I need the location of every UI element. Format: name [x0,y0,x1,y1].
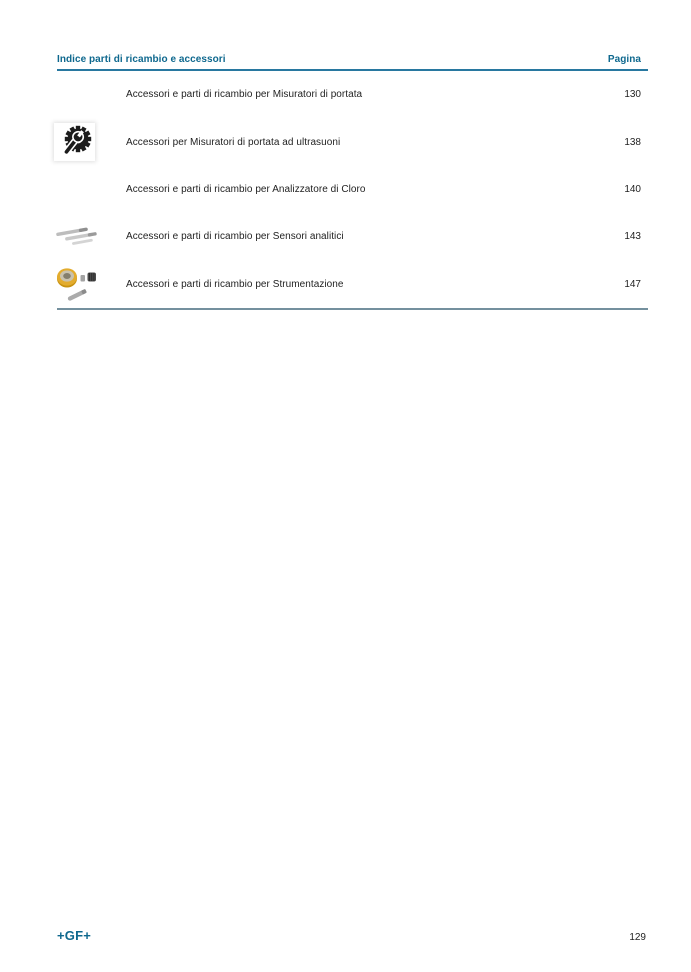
row-page-number: 140 [624,183,641,195]
index-header [57,54,641,65]
list-item [57,118,641,165]
bottom-rule [57,308,648,310]
list-item [57,213,641,260]
row-title: Accessori e parti di ricambio per Sensori analitici [126,231,344,243]
page-column-label: Pagina [607,54,641,65]
row-title: Accessori e parti di ricambio per Misuratori di portata [126,89,363,101]
instrumentation-parts-thumbnail [54,261,126,308]
row-title: Accessori e parti di ricambio per Strumentazione [126,278,344,290]
gf-logo: +GF+ [57,928,92,943]
analytical-sensors-thumbnail [54,213,126,260]
footer-page-number: 129 [629,932,646,943]
index-list [57,71,641,308]
row-page-number: 143 [624,231,641,243]
list-item [57,166,641,213]
page-footer [57,928,646,943]
gear-wrench-icon [54,118,126,165]
index-title: Indice parti di ricambio e accessori [57,54,226,65]
row-title: Accessori e parti di ricambio per Analizzatore di Cloro [126,183,366,195]
list-item [57,261,641,308]
row-page-number: 138 [624,136,641,148]
row-page-number: 147 [624,278,641,290]
list-item [57,71,641,118]
row-page-number: 130 [624,89,641,101]
thumbnail-frame [54,123,95,161]
row-thumbnail [54,71,126,118]
row-thumbnail [54,166,126,213]
row-title: Accessori per Misuratori di portata ad ultrasuoni [126,136,341,148]
